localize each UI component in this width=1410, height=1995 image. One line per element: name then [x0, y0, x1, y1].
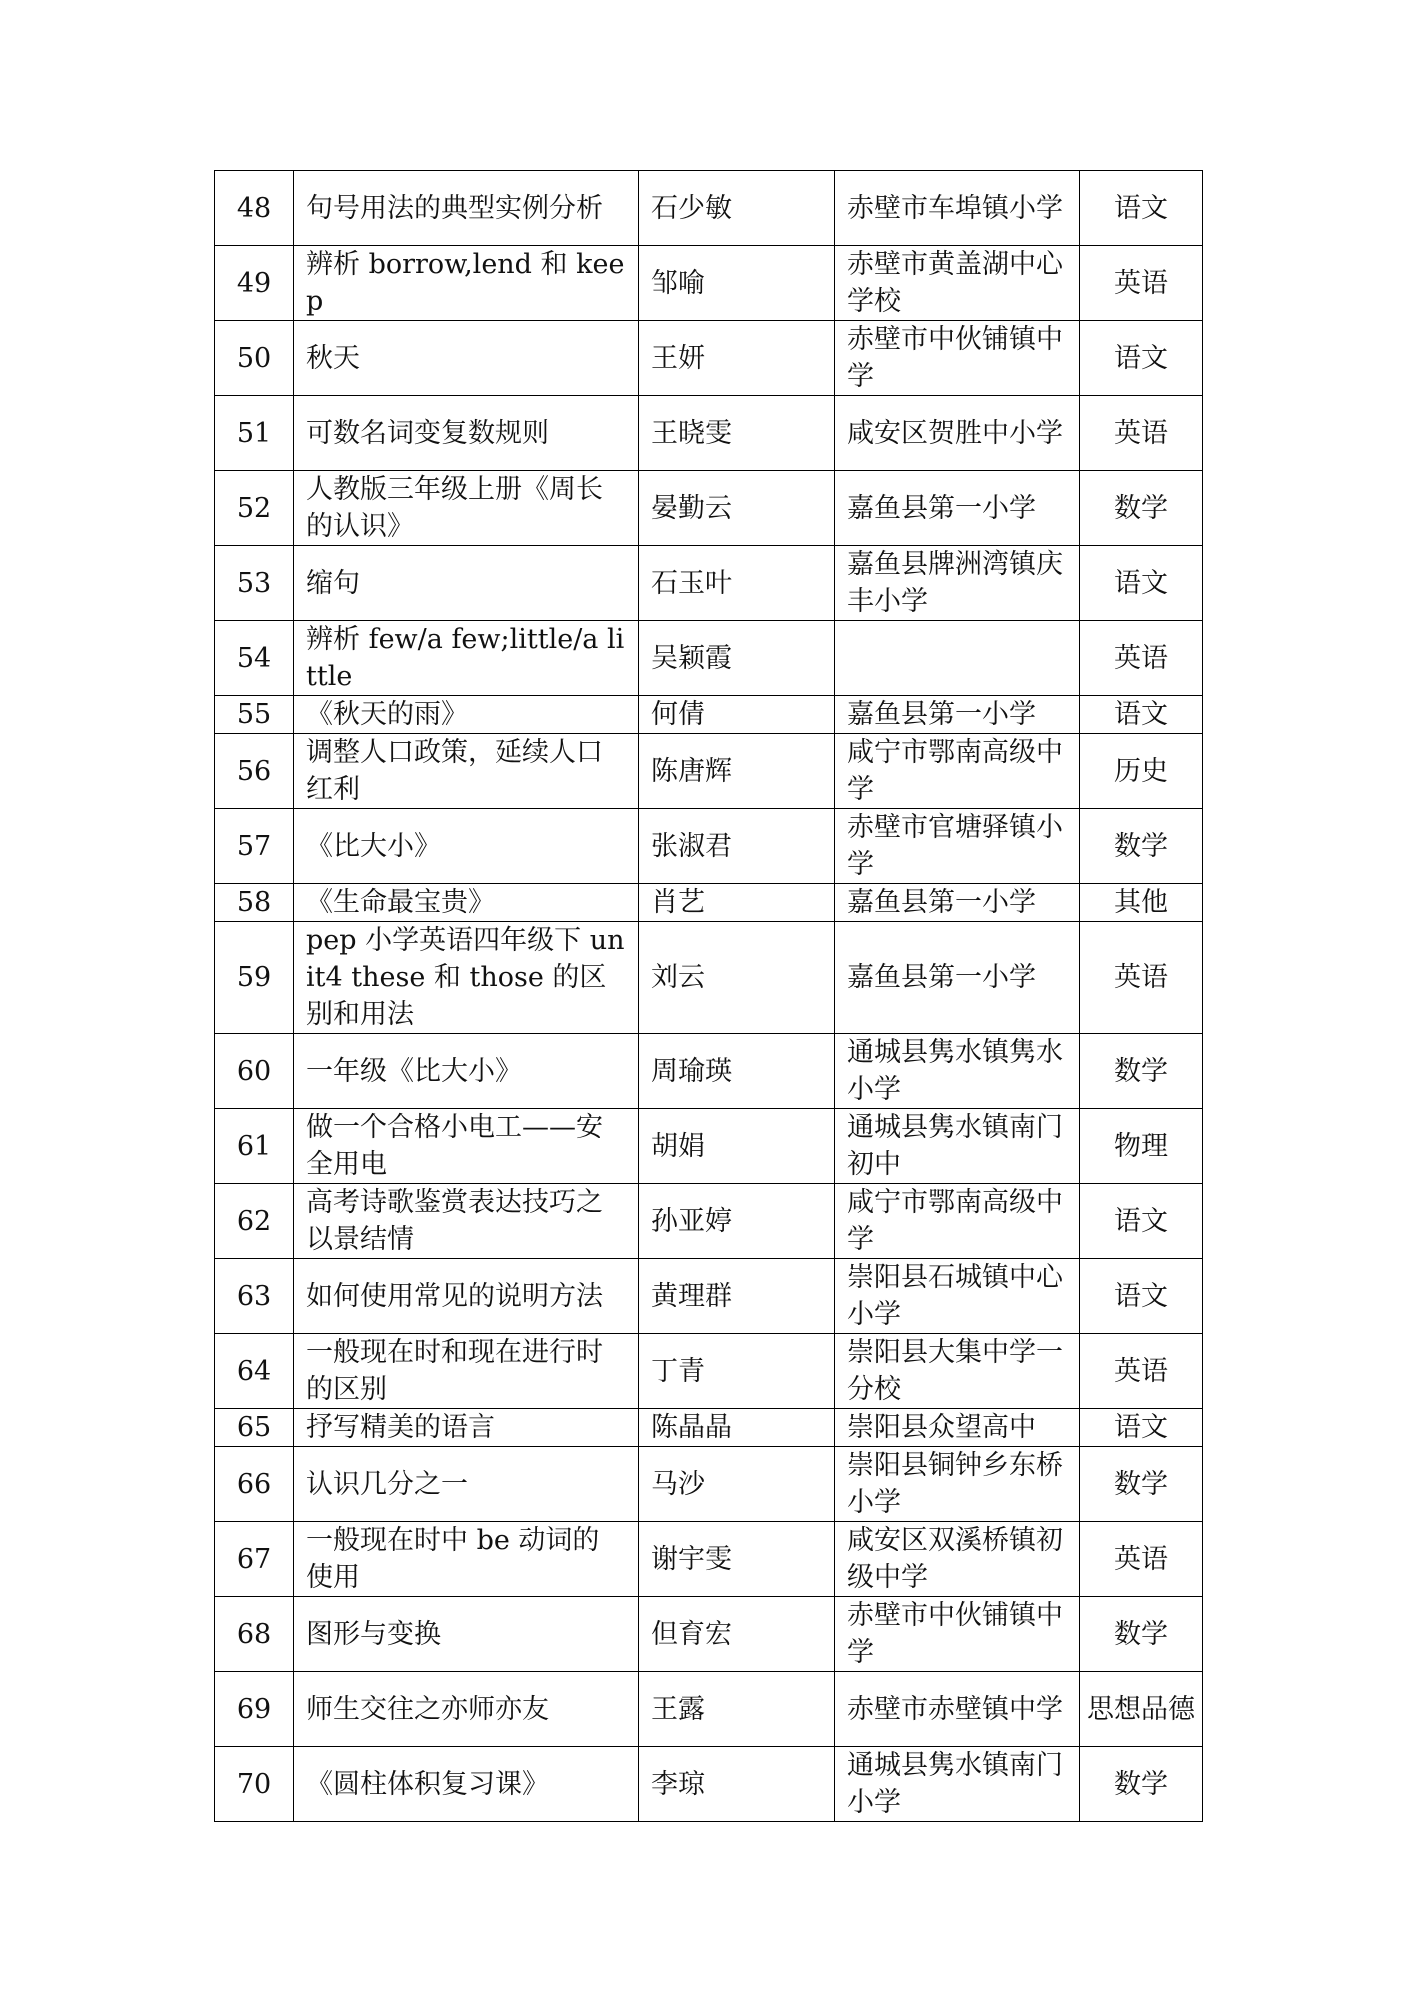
cell-author: 王露 [639, 1672, 835, 1747]
table-body [215, 171, 1203, 1822]
cell-school: 崇阳县铜钟乡东桥小学 [835, 1447, 1080, 1522]
cell-title: 师生交往之亦师亦友 [294, 1672, 639, 1747]
table-row [215, 734, 1203, 809]
lesson-list-table [214, 170, 1203, 1822]
cell-subject: 语文 [1080, 1259, 1203, 1334]
cell-school: 咸安区贺胜中小学 [835, 396, 1080, 471]
cell-number: 57 [215, 809, 294, 884]
cell-title: 抒写精美的语言 [294, 1409, 639, 1447]
cell-author: 晏勤云 [639, 471, 835, 546]
cell-author: 王妍 [639, 321, 835, 396]
cell-school: 通城县隽水镇南门小学 [835, 1747, 1080, 1822]
cell-title: 句号用法的典型实例分析 [294, 171, 639, 246]
cell-subject: 语文 [1080, 696, 1203, 734]
table-row [215, 471, 1203, 546]
table-row [215, 246, 1203, 321]
cell-number: 53 [215, 546, 294, 621]
cell-school: 咸安区双溪桥镇初级中学 [835, 1522, 1080, 1597]
cell-author: 何倩 [639, 696, 835, 734]
cell-number: 69 [215, 1672, 294, 1747]
cell-author: 邹喻 [639, 246, 835, 321]
cell-number: 65 [215, 1409, 294, 1447]
cell-author: 石少敏 [639, 171, 835, 246]
table-row [215, 1109, 1203, 1184]
cell-title: 辨析 few/a few;little/a little [294, 621, 639, 696]
cell-author: 吴颖霞 [639, 621, 835, 696]
table-row [215, 809, 1203, 884]
table-row [215, 1259, 1203, 1334]
cell-subject: 语文 [1080, 1184, 1203, 1259]
cell-school: 赤壁市赤壁镇中学 [835, 1672, 1080, 1747]
cell-number: 50 [215, 321, 294, 396]
cell-subject: 语文 [1080, 321, 1203, 396]
cell-subject: 英语 [1080, 396, 1203, 471]
table-row [215, 884, 1203, 922]
cell-school: 崇阳县大集中学一分校 [835, 1334, 1080, 1409]
cell-author: 陈唐辉 [639, 734, 835, 809]
cell-school: 通城县隽水镇南门初中 [835, 1109, 1080, 1184]
cell-subject: 数学 [1080, 1747, 1203, 1822]
cell-title: 《比大小》 [294, 809, 639, 884]
cell-school: 嘉鱼县第一小学 [835, 471, 1080, 546]
cell-school: 赤壁市官塘驿镇小学 [835, 809, 1080, 884]
cell-number: 67 [215, 1522, 294, 1597]
cell-number: 63 [215, 1259, 294, 1334]
table-row [215, 1672, 1203, 1747]
cell-subject: 语文 [1080, 1409, 1203, 1447]
table-row [215, 1334, 1203, 1409]
cell-title: 图形与变换 [294, 1597, 639, 1672]
cell-title: pep 小学英语四年级下 unit4 these 和 those 的区别和用法 [294, 922, 639, 1034]
cell-subject: 英语 [1080, 621, 1203, 696]
cell-title: 调整人口政策，延续人口红利 [294, 734, 639, 809]
cell-title: 认识几分之一 [294, 1447, 639, 1522]
table-row [215, 922, 1203, 1034]
cell-author: 但育宏 [639, 1597, 835, 1672]
cell-title: 《秋天的雨》 [294, 696, 639, 734]
cell-title: 《生命最宝贵》 [294, 884, 639, 922]
cell-subject: 英语 [1080, 246, 1203, 321]
table-row [215, 1409, 1203, 1447]
cell-number: 66 [215, 1447, 294, 1522]
cell-school: 赤壁市中伙铺镇中学 [835, 321, 1080, 396]
cell-author: 刘云 [639, 922, 835, 1034]
cell-subject: 英语 [1080, 922, 1203, 1034]
cell-title: 可数名词变复数规则 [294, 396, 639, 471]
cell-number: 49 [215, 246, 294, 321]
cell-author: 谢宇雯 [639, 1522, 835, 1597]
table-row [215, 696, 1203, 734]
table-row [215, 396, 1203, 471]
cell-title: 高考诗歌鉴赏表达技巧之以景结情 [294, 1184, 639, 1259]
cell-subject: 数学 [1080, 471, 1203, 546]
cell-school [835, 621, 1080, 696]
cell-author: 李琼 [639, 1747, 835, 1822]
cell-number: 64 [215, 1334, 294, 1409]
cell-subject: 物理 [1080, 1109, 1203, 1184]
cell-school: 赤壁市车埠镇小学 [835, 171, 1080, 246]
cell-subject: 思想品德 [1080, 1672, 1203, 1747]
cell-author: 石玉叶 [639, 546, 835, 621]
table-row [215, 1034, 1203, 1109]
table-row [215, 621, 1203, 696]
cell-subject: 语文 [1080, 546, 1203, 621]
cell-author: 胡娟 [639, 1109, 835, 1184]
cell-number: 51 [215, 396, 294, 471]
cell-subject: 数学 [1080, 1034, 1203, 1109]
cell-title: 《圆柱体积复习课》 [294, 1747, 639, 1822]
cell-subject: 英语 [1080, 1334, 1203, 1409]
table-row [215, 1597, 1203, 1672]
cell-subject: 历史 [1080, 734, 1203, 809]
cell-subject: 语文 [1080, 171, 1203, 246]
cell-number: 61 [215, 1109, 294, 1184]
cell-number: 58 [215, 884, 294, 922]
cell-author: 孙亚婷 [639, 1184, 835, 1259]
cell-number: 60 [215, 1034, 294, 1109]
table-row [215, 321, 1203, 396]
table-row [215, 1447, 1203, 1522]
cell-author: 周瑜瑛 [639, 1034, 835, 1109]
cell-number: 55 [215, 696, 294, 734]
cell-number: 62 [215, 1184, 294, 1259]
cell-author: 丁青 [639, 1334, 835, 1409]
cell-subject: 数学 [1080, 1447, 1203, 1522]
cell-title: 一般现在时和现在进行时的区别 [294, 1334, 639, 1409]
table-row [215, 546, 1203, 621]
cell-school: 赤壁市黄盖湖中心学校 [835, 246, 1080, 321]
cell-number: 56 [215, 734, 294, 809]
cell-school: 通城县隽水镇隽水小学 [835, 1034, 1080, 1109]
cell-number: 59 [215, 922, 294, 1034]
table-row [215, 1747, 1203, 1822]
cell-title: 一般现在时中 be 动词的使用 [294, 1522, 639, 1597]
cell-school: 咸宁市鄂南高级中学 [835, 734, 1080, 809]
cell-school: 赤壁市中伙铺镇中学 [835, 1597, 1080, 1672]
cell-title: 秋天 [294, 321, 639, 396]
cell-school: 嘉鱼县第一小学 [835, 696, 1080, 734]
cell-number: 70 [215, 1747, 294, 1822]
cell-title: 一年级《比大小》 [294, 1034, 639, 1109]
cell-author: 陈晶晶 [639, 1409, 835, 1447]
cell-author: 王晓雯 [639, 396, 835, 471]
cell-school: 嘉鱼县第一小学 [835, 922, 1080, 1034]
cell-author: 黄理群 [639, 1259, 835, 1334]
cell-number: 48 [215, 171, 294, 246]
cell-number: 68 [215, 1597, 294, 1672]
cell-school: 嘉鱼县第一小学 [835, 884, 1080, 922]
cell-author: 肖艺 [639, 884, 835, 922]
cell-title: 如何使用常见的说明方法 [294, 1259, 639, 1334]
cell-number: 52 [215, 471, 294, 546]
cell-subject: 数学 [1080, 809, 1203, 884]
cell-school: 崇阳县石城镇中心小学 [835, 1259, 1080, 1334]
table-row [215, 1184, 1203, 1259]
cell-school: 崇阳县众望高中 [835, 1409, 1080, 1447]
cell-author: 马沙 [639, 1447, 835, 1522]
cell-school: 咸宁市鄂南高级中学 [835, 1184, 1080, 1259]
cell-subject: 其他 [1080, 884, 1203, 922]
cell-subject: 英语 [1080, 1522, 1203, 1597]
cell-subject: 数学 [1080, 1597, 1203, 1672]
cell-title: 缩句 [294, 546, 639, 621]
cell-school: 嘉鱼县牌洲湾镇庆丰小学 [835, 546, 1080, 621]
cell-number: 54 [215, 621, 294, 696]
cell-title: 人教版三年级上册《周长的认识》 [294, 471, 639, 546]
table-row [215, 171, 1203, 246]
cell-author: 张淑君 [639, 809, 835, 884]
cell-title: 做一个合格小电工——安全用电 [294, 1109, 639, 1184]
cell-title: 辨析 borrow,lend 和 keep [294, 246, 639, 321]
table-row [215, 1522, 1203, 1597]
